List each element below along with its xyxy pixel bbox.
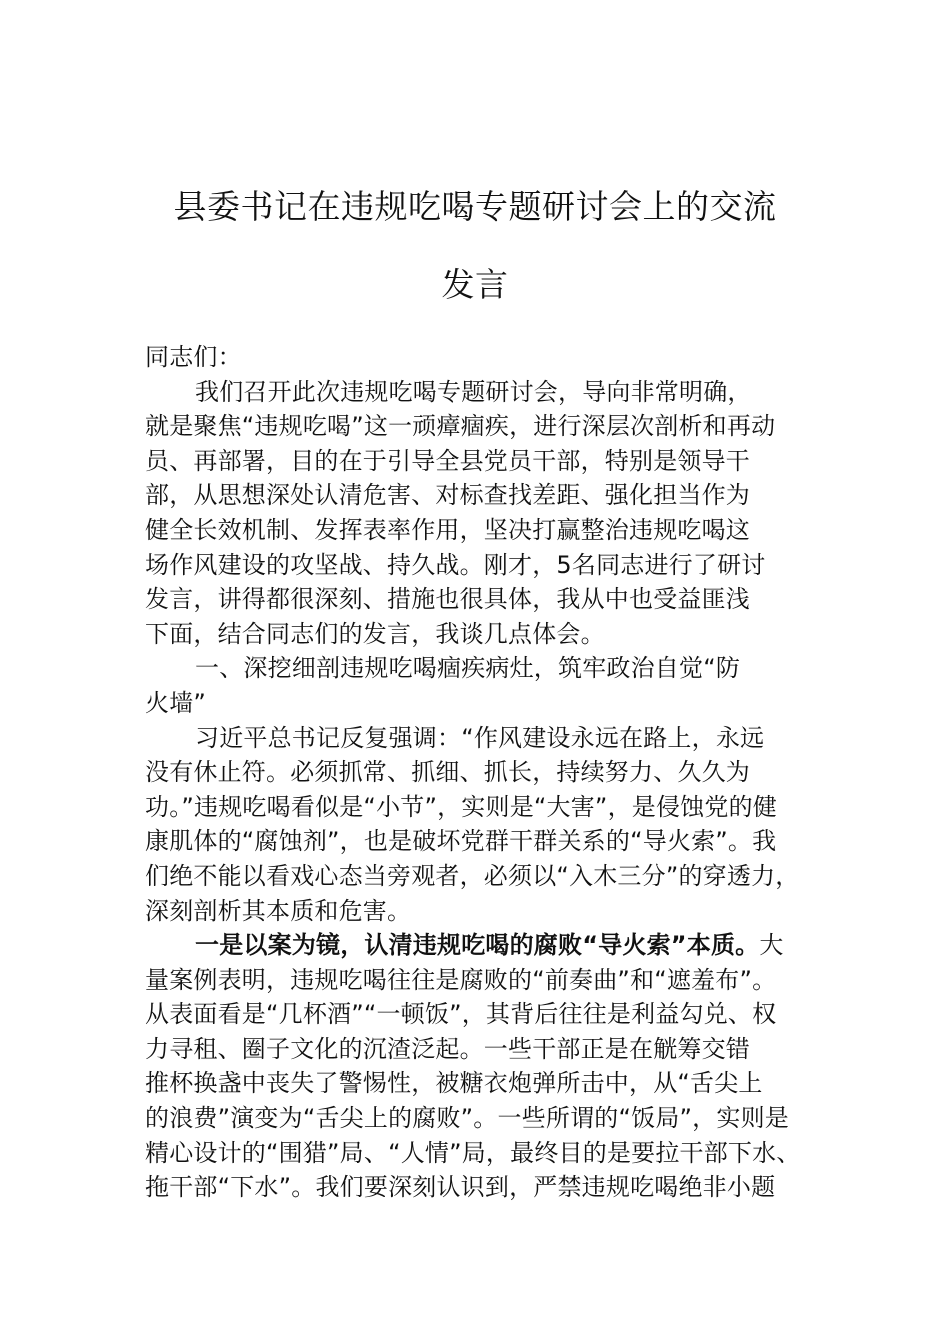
paragraph-line: 场作风建设的攻坚战、持久战。刚才，5名同志进行了研讨 <box>145 550 766 579</box>
section-heading-line: 火墙” <box>145 688 207 717</box>
bold-lead-text: 一是以案为镜，认清违规吃喝的腐败“导火索”本质。 <box>195 931 760 960</box>
paragraph-line: 推杯换盏中丧失了警惕性，被糖衣炮弹所击中，从“舌尖上 <box>145 1069 763 1098</box>
paragraph-line: 深刻剖析其本质和危害。 <box>145 896 412 925</box>
paragraph-line: 量案例表明，违规吃喝往往是腐败的“前奏曲”和“遮羞布”。 <box>145 965 777 994</box>
paragraph-line: 没有休止符。必须抓常、抓细、抓长，持续努力、久久为 <box>145 758 750 787</box>
paragraph-line: 发言，讲得都很深刻、措施也很具体，我从中也受益匪浅 <box>145 585 750 614</box>
paragraph-line: 精心设计的“围猎”局、“人情”局，最终目的是要拉干部下水、 <box>145 1138 801 1167</box>
title-line: 县委书记在违规吃喝专题研讨会上的交流 <box>173 187 777 226</box>
section-heading-line: 一、深挖细剖违规吃喝痼疾病灶，筑牢政治自觉“防 <box>195 654 741 683</box>
document-body <box>145 340 835 1205</box>
paragraph-line: 康肌体的“腐蚀剂”，也是破坏党群干群关系的“导火索”。我 <box>145 827 777 856</box>
paragraph-line: 部，从思想深处认清危害、对标查找差距、强化担当作为 <box>145 481 750 510</box>
paragraph-line: 拖干部“下水”。我们要深刻认识到，严禁违规吃喝绝非小题 <box>145 1173 776 1202</box>
paragraph-line: 习近平总书记反复强调：“作风建设永远在路上，永远 <box>195 723 765 752</box>
paragraph-line: 下面，结合同志们的发言，我谈几点体会。 <box>145 619 605 648</box>
paragraph-line: 们绝不能以看戏心态当旁观者，必须以“入木三分”的穿透力， <box>145 861 800 890</box>
paragraph-line: 从表面看是“几杯酒”“一顿饭”，其背后往往是利益勾兑、权 <box>145 1000 777 1029</box>
paragraph-line <box>145 928 835 963</box>
document-title <box>110 168 840 324</box>
paragraph-text: 大 <box>759 931 784 960</box>
paragraph-line: 的浪费”演变为“舌尖上的腐败”。一些所谓的“饭局”，实则是 <box>145 1104 789 1133</box>
paragraph-line: 员、再部署，目的在于引导全县党员干部，特别是领导干 <box>145 446 750 475</box>
greeting-line: 同志们： <box>145 343 242 371</box>
paragraph-line: 力寻租、圈子文化的沉渣泛起。一些干部正是在觥筹交错 <box>145 1034 750 1063</box>
paragraph-line: 我们召开此次违规吃喝专题研讨会，导向非常明确， <box>195 377 752 406</box>
paragraph-line: 就是聚焦“违规吃喝”这一顽瘴痼疾，进行深层次剖析和再动 <box>145 412 776 441</box>
paragraph-line: 健全长效机制、发挥表率作用，坚决打赢整治违规吃喝这 <box>145 515 750 544</box>
title-line: 发言 <box>441 265 509 304</box>
paragraph-line: 功。”违规吃喝看似是“小节”，实则是“大害”，是侵蚀党的健 <box>145 792 777 821</box>
